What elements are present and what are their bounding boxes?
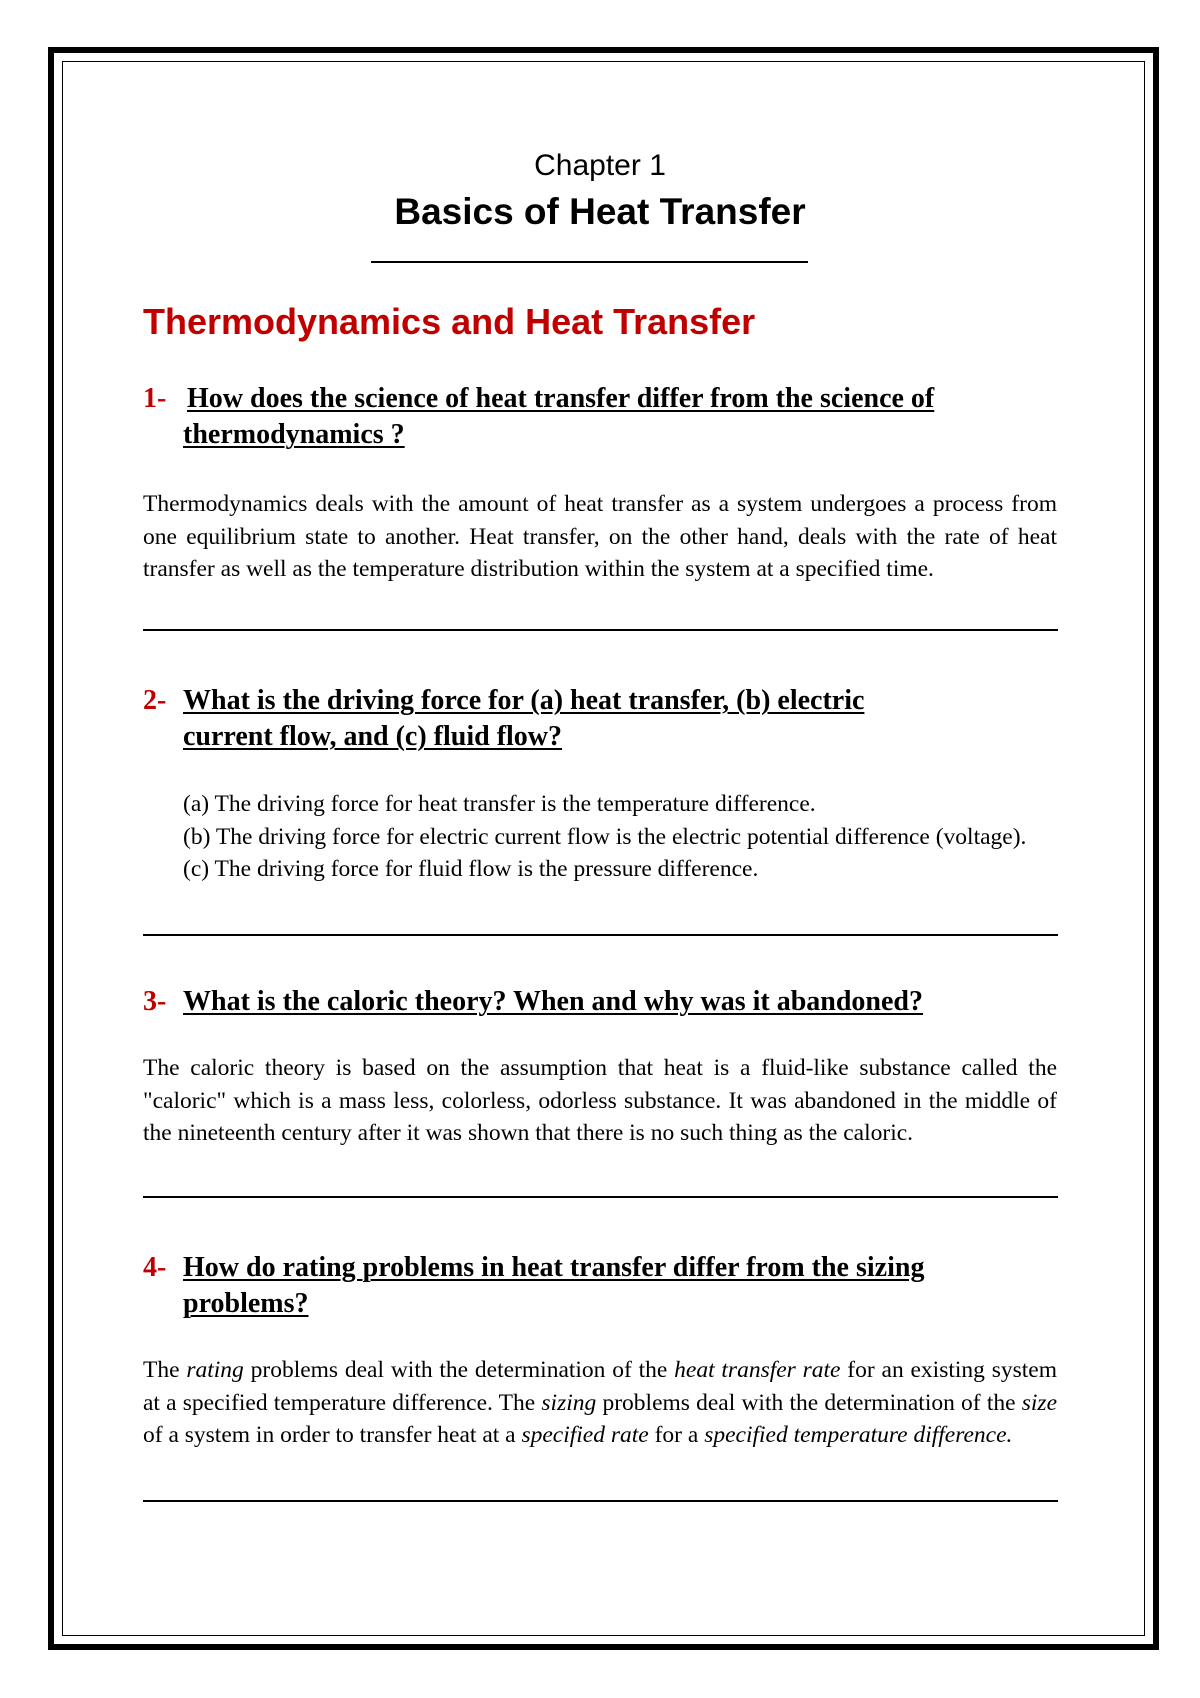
- answer-3-paragraph: The caloric theory is based on the assumption that heat is a fluid-like substance called the "caloric" which is a mass less, colorless, odorless substance. It was abandoned in the middle of the nineteenth century after it was shown that there is no such thing as the caloric.: [143, 1055, 1057, 1146]
- answer-4-text: The: [143, 1357, 187, 1383]
- answer-4-text: for a: [648, 1422, 705, 1448]
- question-4-answer: [143, 1354, 1057, 1452]
- answer-2a: (a) The driving force for heat transfer is the temperature difference.: [183, 791, 816, 817]
- question-1-text-line1: How does the science of heat transfer differ from the science of: [187, 383, 935, 414]
- question-1-text-line2: thermodynamics ?: [183, 419, 405, 450]
- answer-4-italic-size: size: [1021, 1389, 1057, 1416]
- question-1-answer: [143, 488, 1057, 586]
- answer-4-italic-specified-temperature-difference: specified temperature difference.: [704, 1422, 1013, 1448]
- question-2-answer: [183, 788, 1057, 886]
- question-3-text-line1: What is the caloric theory? When and why was it abandoned?: [183, 986, 924, 1017]
- question-3-answer: [143, 1052, 1057, 1150]
- answer-4-text: problems deal with the determination of the: [596, 1389, 1022, 1416]
- section-heading: Thermodynamics and Heat Transfer: [143, 301, 756, 342]
- answer-2b: (b) The driving force for electric current flow is the electric potential difference (voltage).: [183, 823, 1027, 850]
- question-3-number: 3-: [143, 986, 167, 1017]
- answer-1-paragraph: Thermodynamics deals with the amount of heat transfer as a system undergoes a process from one equilibrium state to another. Heat transfer, on the other hand, deals with the rate of heat transfer as well as the temperature distribution within the system at a specified time.: [143, 491, 1057, 582]
- separator-4: [143, 1500, 1058, 1502]
- answer-4-italic-sizing: sizing: [541, 1389, 597, 1416]
- answer-4-text: problems deal with the determination of the: [243, 1357, 675, 1383]
- separator-3: [143, 1196, 1058, 1198]
- answer-4-italic-rating: rating: [186, 1357, 244, 1383]
- separator-2: [143, 934, 1058, 936]
- answer-4-italic-specified-rate: specified rate: [521, 1422, 649, 1448]
- question-2-text-line1: What is the driving force for (a) heat transfer, (b) electric: [183, 685, 865, 716]
- chapter-label: Chapter 1: [534, 149, 666, 182]
- question-4-text-line2: problems?: [183, 1288, 309, 1319]
- separator-1: [143, 629, 1058, 631]
- question-2-text-line2: current flow, and (c) fluid flow?: [183, 721, 563, 752]
- answer-4-italic-heat-transfer-rate: heat transfer rate: [674, 1357, 841, 1383]
- answer-2c: (c) The driving force for fluid flow is the pressure difference.: [183, 856, 759, 882]
- question-1-number: 1-: [143, 383, 167, 414]
- question-4-text-line1: How do rating problems in heat transfer differ from the sizing: [183, 1252, 925, 1283]
- chapter-title: Basics of Heat Transfer: [394, 191, 806, 232]
- question-4-number: 4-: [143, 1252, 167, 1283]
- question-2-number: 2-: [143, 685, 167, 716]
- title-rule: [371, 261, 808, 263]
- answer-4-text: for an existing system at a specified temperature difference. The: [143, 1357, 1057, 1416]
- answer-4-paragraph: [143, 1354, 1057, 1452]
- answer-4-text: of a system in order to transfer heat at a: [143, 1422, 522, 1448]
